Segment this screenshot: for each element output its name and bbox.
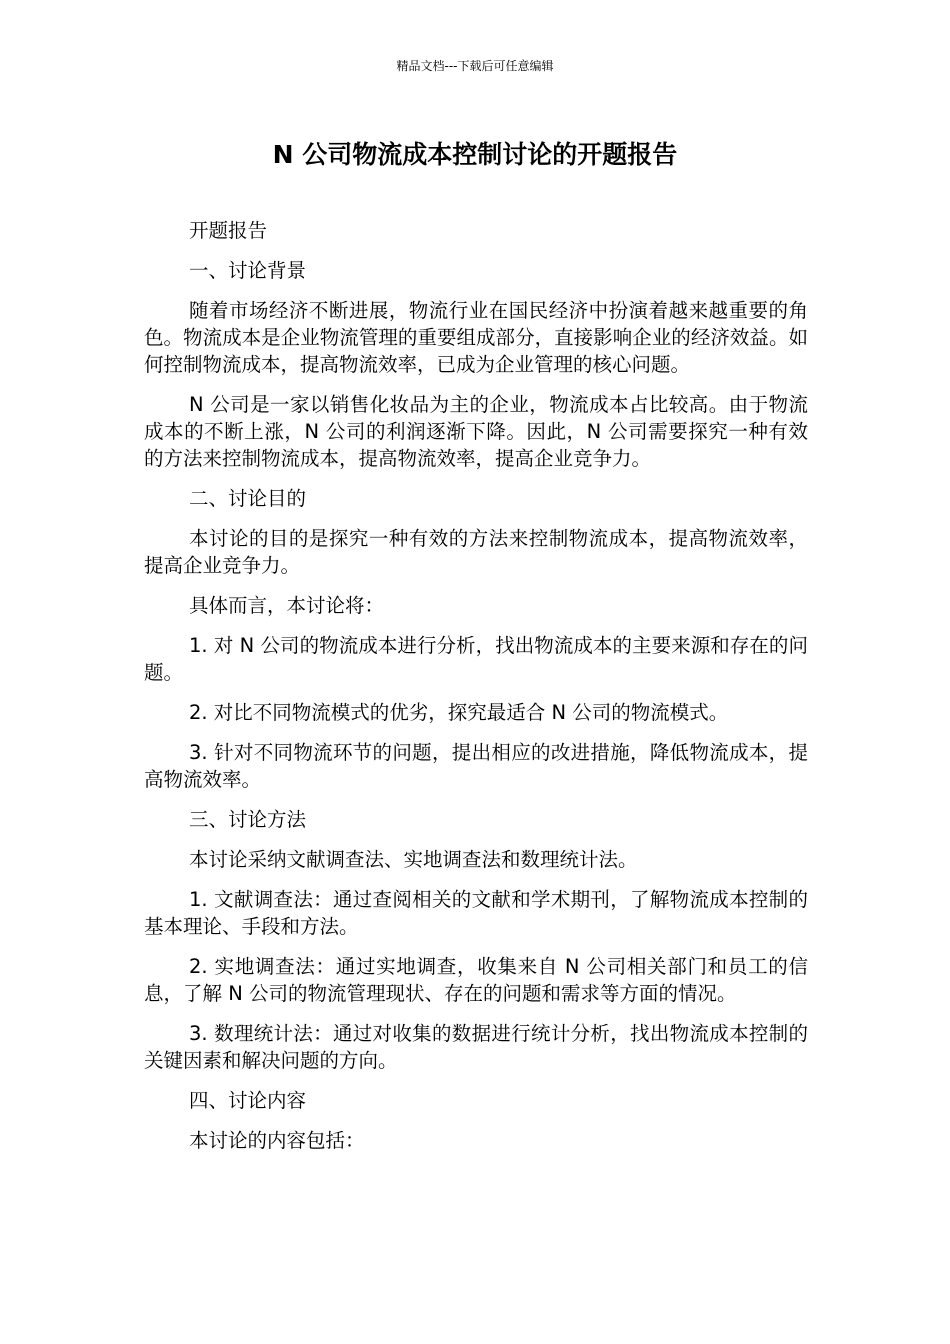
body-paragraph: 本讨论的内容包括： — [189, 1129, 365, 1152]
document-body — [144, 217, 808, 1167]
section-heading: 二、讨论目的 — [189, 487, 307, 510]
body-paragraph: 本讨论采纳文献调查法、实地调查法和数理统计法。 — [189, 848, 638, 871]
body-paragraph: N 公司是一家以销售化妆品为主的企业，物流成本占比较高。由于物流成本的不断上涨，N 公司的利润逐渐下降。因此，N 公司需要探究一种有效的方法来控制物流成本，提高物流效率，提高企业竞争力。 — [144, 393, 808, 470]
list-item: 2. 对比不同物流模式的优劣，探究最适合 N 公司的物流模式。 — [189, 701, 729, 724]
section-label: 开题报告 — [189, 219, 268, 242]
list-item: 1. 对 N 公司的物流成本进行分析，找出物流成本的主要来源和存在的问题。 — [144, 634, 808, 684]
body-paragraph: 随着市场经济不断进展，物流行业在国民经济中扮演着越来越重要的角色。物流成本是企业物流管理的重要组成部分，直接影响企业的经济效益。如何控制物流成本，提高物流效率，已成为企业管理的核心问题。 — [144, 299, 808, 376]
list-item: 3. 针对不同物流环节的问题，提出相应的改进措施，降低物流成本，提高物流效率。 — [144, 741, 808, 791]
section-heading: 四、讨论内容 — [189, 1089, 307, 1112]
section-heading: 三、讨论方法 — [189, 808, 307, 831]
body-paragraph: 具体而言，本讨论将： — [189, 594, 385, 617]
list-item: 3. 数理统计法：通过对收集的数据进行统计分析，找出物流成本控制的关键因素和解决问题的方向。 — [144, 1022, 808, 1072]
list-item: 2. 实地调查法：通过实地调查，收集来自 N 公司相关部门和员工的信息，了解 N 公司的物流管理现状、存在的问题和需求等方面的情况。 — [144, 955, 808, 1005]
header-note: 精品文档---下载后可任意编辑 — [396, 59, 554, 73]
document-title: N 公司物流成本控制讨论的开题报告 — [272, 140, 678, 169]
list-item: 1. 文献调查法：通过查阅相关的文献和学术期刊，了解物流成本控制的基本理论、手段和方法。 — [144, 888, 808, 938]
section-heading: 一、讨论背景 — [189, 259, 307, 282]
body-paragraph: 本讨论的目的是探究一种有效的方法来控制物流成本，提高物流效率，提高企业竞争力。 — [144, 527, 808, 577]
